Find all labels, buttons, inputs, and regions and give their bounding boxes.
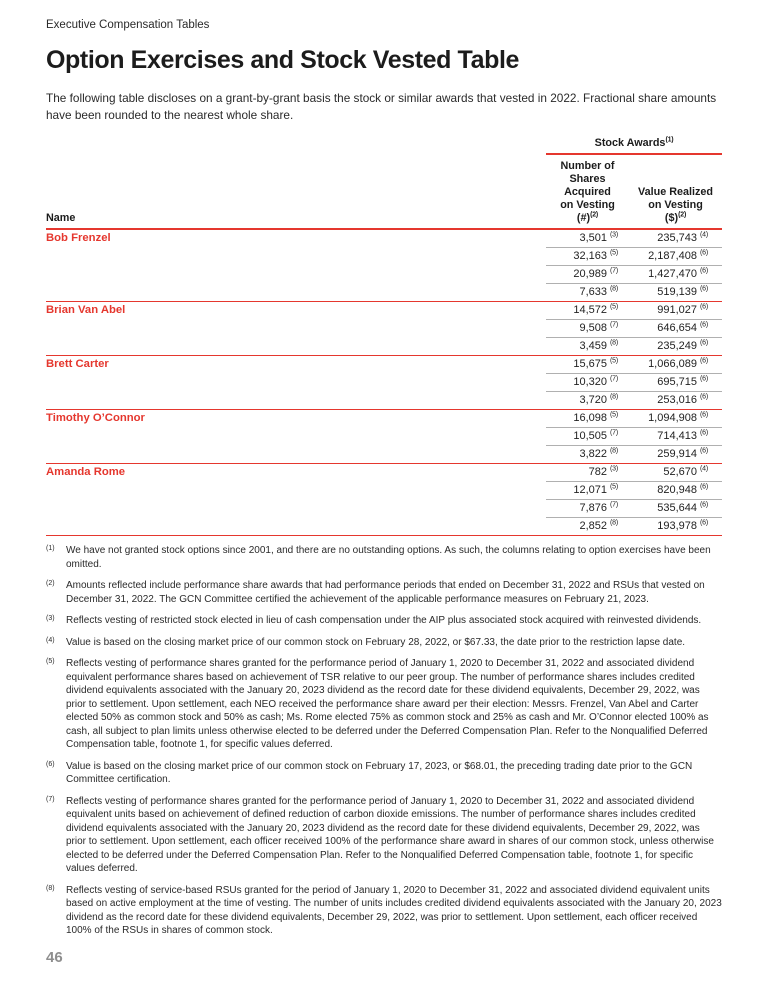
- table-row: [46, 500, 722, 518]
- shares-value-cell: 782: [546, 464, 607, 482]
- shares-value-cell: 7,633: [546, 284, 607, 302]
- table-row: [46, 392, 722, 410]
- footnote-item: [46, 614, 722, 628]
- executive-name-cell: [46, 374, 546, 392]
- page-number: 46: [46, 949, 63, 966]
- value-realized-cell: 1,066,089: [629, 356, 697, 374]
- value-footnote-marker: (6): [697, 302, 722, 320]
- footnote-marker: (5): [46, 658, 55, 665]
- shares-value-cell: 3,459: [546, 338, 607, 356]
- value-footnote-marker: (6): [697, 356, 722, 374]
- footnote-item: [46, 657, 722, 752]
- executive-name-cell: [46, 392, 546, 410]
- value-column-footnote-ref: (2): [678, 211, 687, 219]
- shares-footnote-marker: (5): [607, 482, 629, 500]
- footnote-marker: (3): [46, 615, 55, 622]
- table-row: [46, 229, 722, 248]
- footnote-text: Value is based on the closing market price of our common stock on February 17, 2023, or $68.01, the preceding trading date prior to the GCN Committee certification.: [66, 760, 693, 785]
- shares-value-cell: 2,852: [546, 518, 607, 536]
- footnote-item: [46, 795, 722, 876]
- value-footnote-marker: (6): [697, 410, 722, 428]
- table-row: [46, 266, 722, 284]
- shares-footnote-marker: (8): [607, 338, 629, 356]
- shares-footnote-marker: (7): [607, 428, 629, 446]
- footnote-item: [46, 636, 722, 650]
- footnote-text: Reflects vesting of service-based RSUs granted for the period of January 1, 2020 to December 31, 2022 and associated dividend equivalent units based on active employment at the time of vesting. The number of units includes credited dividend equivalents associated with the January 20, 2023 dividend as the record date for these dividend equivalents, December 29, 2022, was prior to settlement. Upon settlement, each officer received 100% of the RSUs in shares of common stock.: [66, 884, 722, 936]
- value-realized-cell: 253,016: [629, 392, 697, 410]
- footnote-marker: (7): [46, 795, 55, 803]
- breadcrumb: Executive Compensation Tables: [46, 19, 210, 31]
- shares-value-cell: 10,320: [546, 374, 607, 392]
- shares-value-cell: 3,501: [546, 229, 607, 248]
- shares-footnote-marker: (3): [607, 229, 629, 248]
- footnote-item: [46, 760, 722, 787]
- table-row: [46, 320, 722, 338]
- value-footnote-marker: (6): [697, 320, 722, 338]
- footnote-item: [46, 884, 722, 938]
- executive-name-cell: Timothy O’Connor: [46, 410, 546, 428]
- footnote-text: Reflects vesting of performance shares granted for the performance period of January 1, 2020 to December 31, 2022 and associated dividend equivalent units based on achievement of defined reduction of carbon dioxide emissions. The number of performance shares includes credited dividend equivalents associated with the January 20, 2023 dividend as the record date for these dividend equivalents, December 29, 2022, was prior to settlement. Upon settlement, each officer received 100% of the performance share award in shares of our common stock, unless otherwise elected to be deferred under the Deferred Compensation Plan. Refer to the Nonqualified Deferred Compensation table, footnote 1, for specific values deferred.: [66, 795, 714, 874]
- executive-name-cell: [46, 500, 546, 518]
- shares-value-cell: 16,098: [546, 410, 607, 428]
- shares-footnote-marker: (7): [607, 320, 629, 338]
- value-footnote-marker: (6): [697, 374, 722, 392]
- table-row: [46, 338, 722, 356]
- column-header-name: Name: [46, 154, 546, 229]
- shares-value-cell: 9,508: [546, 320, 607, 338]
- shares-footnote-marker: (3): [607, 464, 629, 482]
- shares-footnote-marker: (7): [607, 500, 629, 518]
- executive-name-cell: [46, 266, 546, 284]
- value-realized-cell: 1,094,908: [629, 410, 697, 428]
- footnotes-section: [46, 544, 722, 938]
- value-realized-cell: 259,914: [629, 446, 697, 464]
- value-footnote-marker: (6): [697, 428, 722, 446]
- executive-name-cell: [46, 320, 546, 338]
- shares-value-cell: 20,989: [546, 266, 607, 284]
- shares-footnote-marker: (7): [607, 374, 629, 392]
- footnote-text: Value is based on the closing market price of our common stock on February 28, 2022, or $67.33, the date prior to the restriction lapse date.: [66, 636, 686, 648]
- value-realized-cell: 193,978: [629, 518, 697, 536]
- option-exercises-stock-vested-table: [46, 137, 722, 536]
- value-realized-cell: 1,427,470: [629, 266, 697, 284]
- shares-value-cell: 3,822: [546, 446, 607, 464]
- value-footnote-marker: (6): [697, 338, 722, 356]
- column-header-value-realized: Value Realized on Vesting ($)$^{(2)}$: [629, 154, 722, 229]
- table-row: [46, 518, 722, 536]
- value-realized-cell: 52,670: [629, 464, 697, 482]
- footnote-text: Reflects vesting of restricted stock elected in lieu of cash compensation under the AIP plus associated stock acquired with reinvested dividends.: [66, 615, 702, 626]
- shares-footnote-marker: (5): [607, 356, 629, 374]
- column-header-shares-acquired: Number of Shares Acquired on Vesting (#)$^{(2)}$: [546, 154, 629, 229]
- shares-footnote-marker: (8): [607, 518, 629, 536]
- executive-name-cell: Bob Frenzel: [46, 229, 546, 248]
- footnote-text: We have not granted stock options since 2001, and there are no outstanding options. As such, the columns relating to option exercises have been omitted.: [66, 545, 711, 570]
- executive-name-cell: [46, 482, 546, 500]
- table-row: [46, 410, 722, 428]
- footnote-item: [46, 579, 722, 606]
- executive-name-cell: [46, 428, 546, 446]
- value-realized-cell: 2,187,408: [629, 248, 697, 266]
- shares-value-cell: 15,675: [546, 356, 607, 374]
- shares-value-cell: 12,071: [546, 482, 607, 500]
- shares-value-cell: 3,720: [546, 392, 607, 410]
- table-row: [46, 428, 722, 446]
- value-footnote-marker: (6): [697, 248, 722, 266]
- footnote-text: Reflects vesting of performance shares granted for the performance period of January 1, 2020 to December 31, 2022 and associated dividend equivalent performance shares based on achievement of TSR relative to our peer group. The number of performance shares includes credited dividend equivalents associated with the January 20, 2023 dividend as the record date for these dividend equivalents, December 29, 2022, was prior to settlement. Upon settlement, each NEO received the performance share award per their election: Messrs. Frenzel, Van Abel and Carter elected 50% as common stock and 50% as cash; Ms. Rome elected 75% as common stock and 25% as cash and Mr. O’Connor elected 100% as cash, all subject to plan limits unless otherwise elected to be deferred under the Deferred Compensation Plan. Refer to the Nonqualified Deferred Compensation table, footnote 1, for specific values deferred.: [66, 658, 709, 750]
- table-row: [46, 302, 722, 320]
- span-header-row: [46, 137, 722, 154]
- value-realized-cell: 646,654: [629, 320, 697, 338]
- footnote-marker: (2): [46, 580, 55, 587]
- executive-name-cell: [46, 284, 546, 302]
- table-row: [46, 464, 722, 482]
- footnote-marker: (6): [46, 760, 55, 768]
- value-footnote-marker: (6): [697, 392, 722, 410]
- value-footnote-marker: (6): [697, 266, 722, 284]
- stock-awards-label: Stock Awards: [594, 137, 666, 149]
- shares-value-cell: 10,505: [546, 428, 607, 446]
- footnote-item: [46, 544, 722, 571]
- footnote-marker: (4): [46, 636, 55, 644]
- executive-name-cell: [46, 446, 546, 464]
- value-realized-cell: 695,715: [629, 374, 697, 392]
- value-footnote-marker: (4): [697, 464, 722, 482]
- executive-name-cell: [46, 248, 546, 266]
- executive-name-cell: Brett Carter: [46, 356, 546, 374]
- value-realized-cell: 714,413: [629, 428, 697, 446]
- stock-awards-span-header: [546, 137, 722, 154]
- value-realized-cell: 535,644: [629, 500, 697, 518]
- table-row: [46, 356, 722, 374]
- shares-footnote-marker: (5): [607, 302, 629, 320]
- table-row: [46, 446, 722, 464]
- executive-name-cell: [46, 518, 546, 536]
- shares-value-cell: 14,572: [546, 302, 607, 320]
- value-realized-cell: 235,743: [629, 229, 697, 248]
- value-realized-cell: 991,027: [629, 302, 697, 320]
- value-footnote-marker: (4): [697, 229, 722, 248]
- shares-footnote-marker: (7): [607, 266, 629, 284]
- span-header-spacer: [46, 137, 546, 154]
- executive-name-cell: Amanda Rome: [46, 464, 546, 482]
- value-realized-cell: 519,139: [629, 284, 697, 302]
- page-title: Option Exercises and Stock Vested Table: [46, 46, 519, 74]
- shares-value-cell: 7,876: [546, 500, 607, 518]
- intro-paragraph: The following table discloses on a grant-by-grant basis the stock or similar awards that vested in 2022. Fractional share amounts have been rounded to the nearest whole share.: [46, 91, 717, 122]
- value-footnote-marker: (6): [697, 518, 722, 536]
- footnote-marker: (8): [46, 884, 55, 892]
- table-row: [46, 284, 722, 302]
- value-footnote-marker: (6): [697, 446, 722, 464]
- value-realized-cell: 235,249: [629, 338, 697, 356]
- footnote-text: Amounts reflected include performance share awards that had performance periods that ended on December 31, 2022 and RSUs that vested on December 31, 2022. The GCN Committee certified the achievement of the applicable performance measures on February 21, 2023.: [66, 580, 705, 605]
- shares-footnote-marker: (8): [607, 446, 629, 464]
- shares-footnote-marker: (8): [607, 392, 629, 410]
- shares-footnote-marker: (5): [607, 248, 629, 266]
- table-row: [46, 374, 722, 392]
- column-header-row: [46, 154, 722, 229]
- table-row: [46, 248, 722, 266]
- shares-column-footnote-ref: (2): [590, 211, 599, 219]
- table-row: [46, 482, 722, 500]
- value-footnote-marker: (6): [697, 284, 722, 302]
- stock-awards-footnote-ref: (1): [665, 136, 674, 144]
- value-footnote-marker: (6): [697, 482, 722, 500]
- value-realized-cell: 820,948: [629, 482, 697, 500]
- footnote-marker: (1): [46, 545, 55, 552]
- value-footnote-marker: (6): [697, 500, 722, 518]
- executive-name-cell: [46, 338, 546, 356]
- executive-name-cell: Brian Van Abel: [46, 302, 546, 320]
- shares-value-cell: 32,163: [546, 248, 607, 266]
- shares-footnote-marker: (5): [607, 410, 629, 428]
- shares-footnote-marker: (8): [607, 284, 629, 302]
